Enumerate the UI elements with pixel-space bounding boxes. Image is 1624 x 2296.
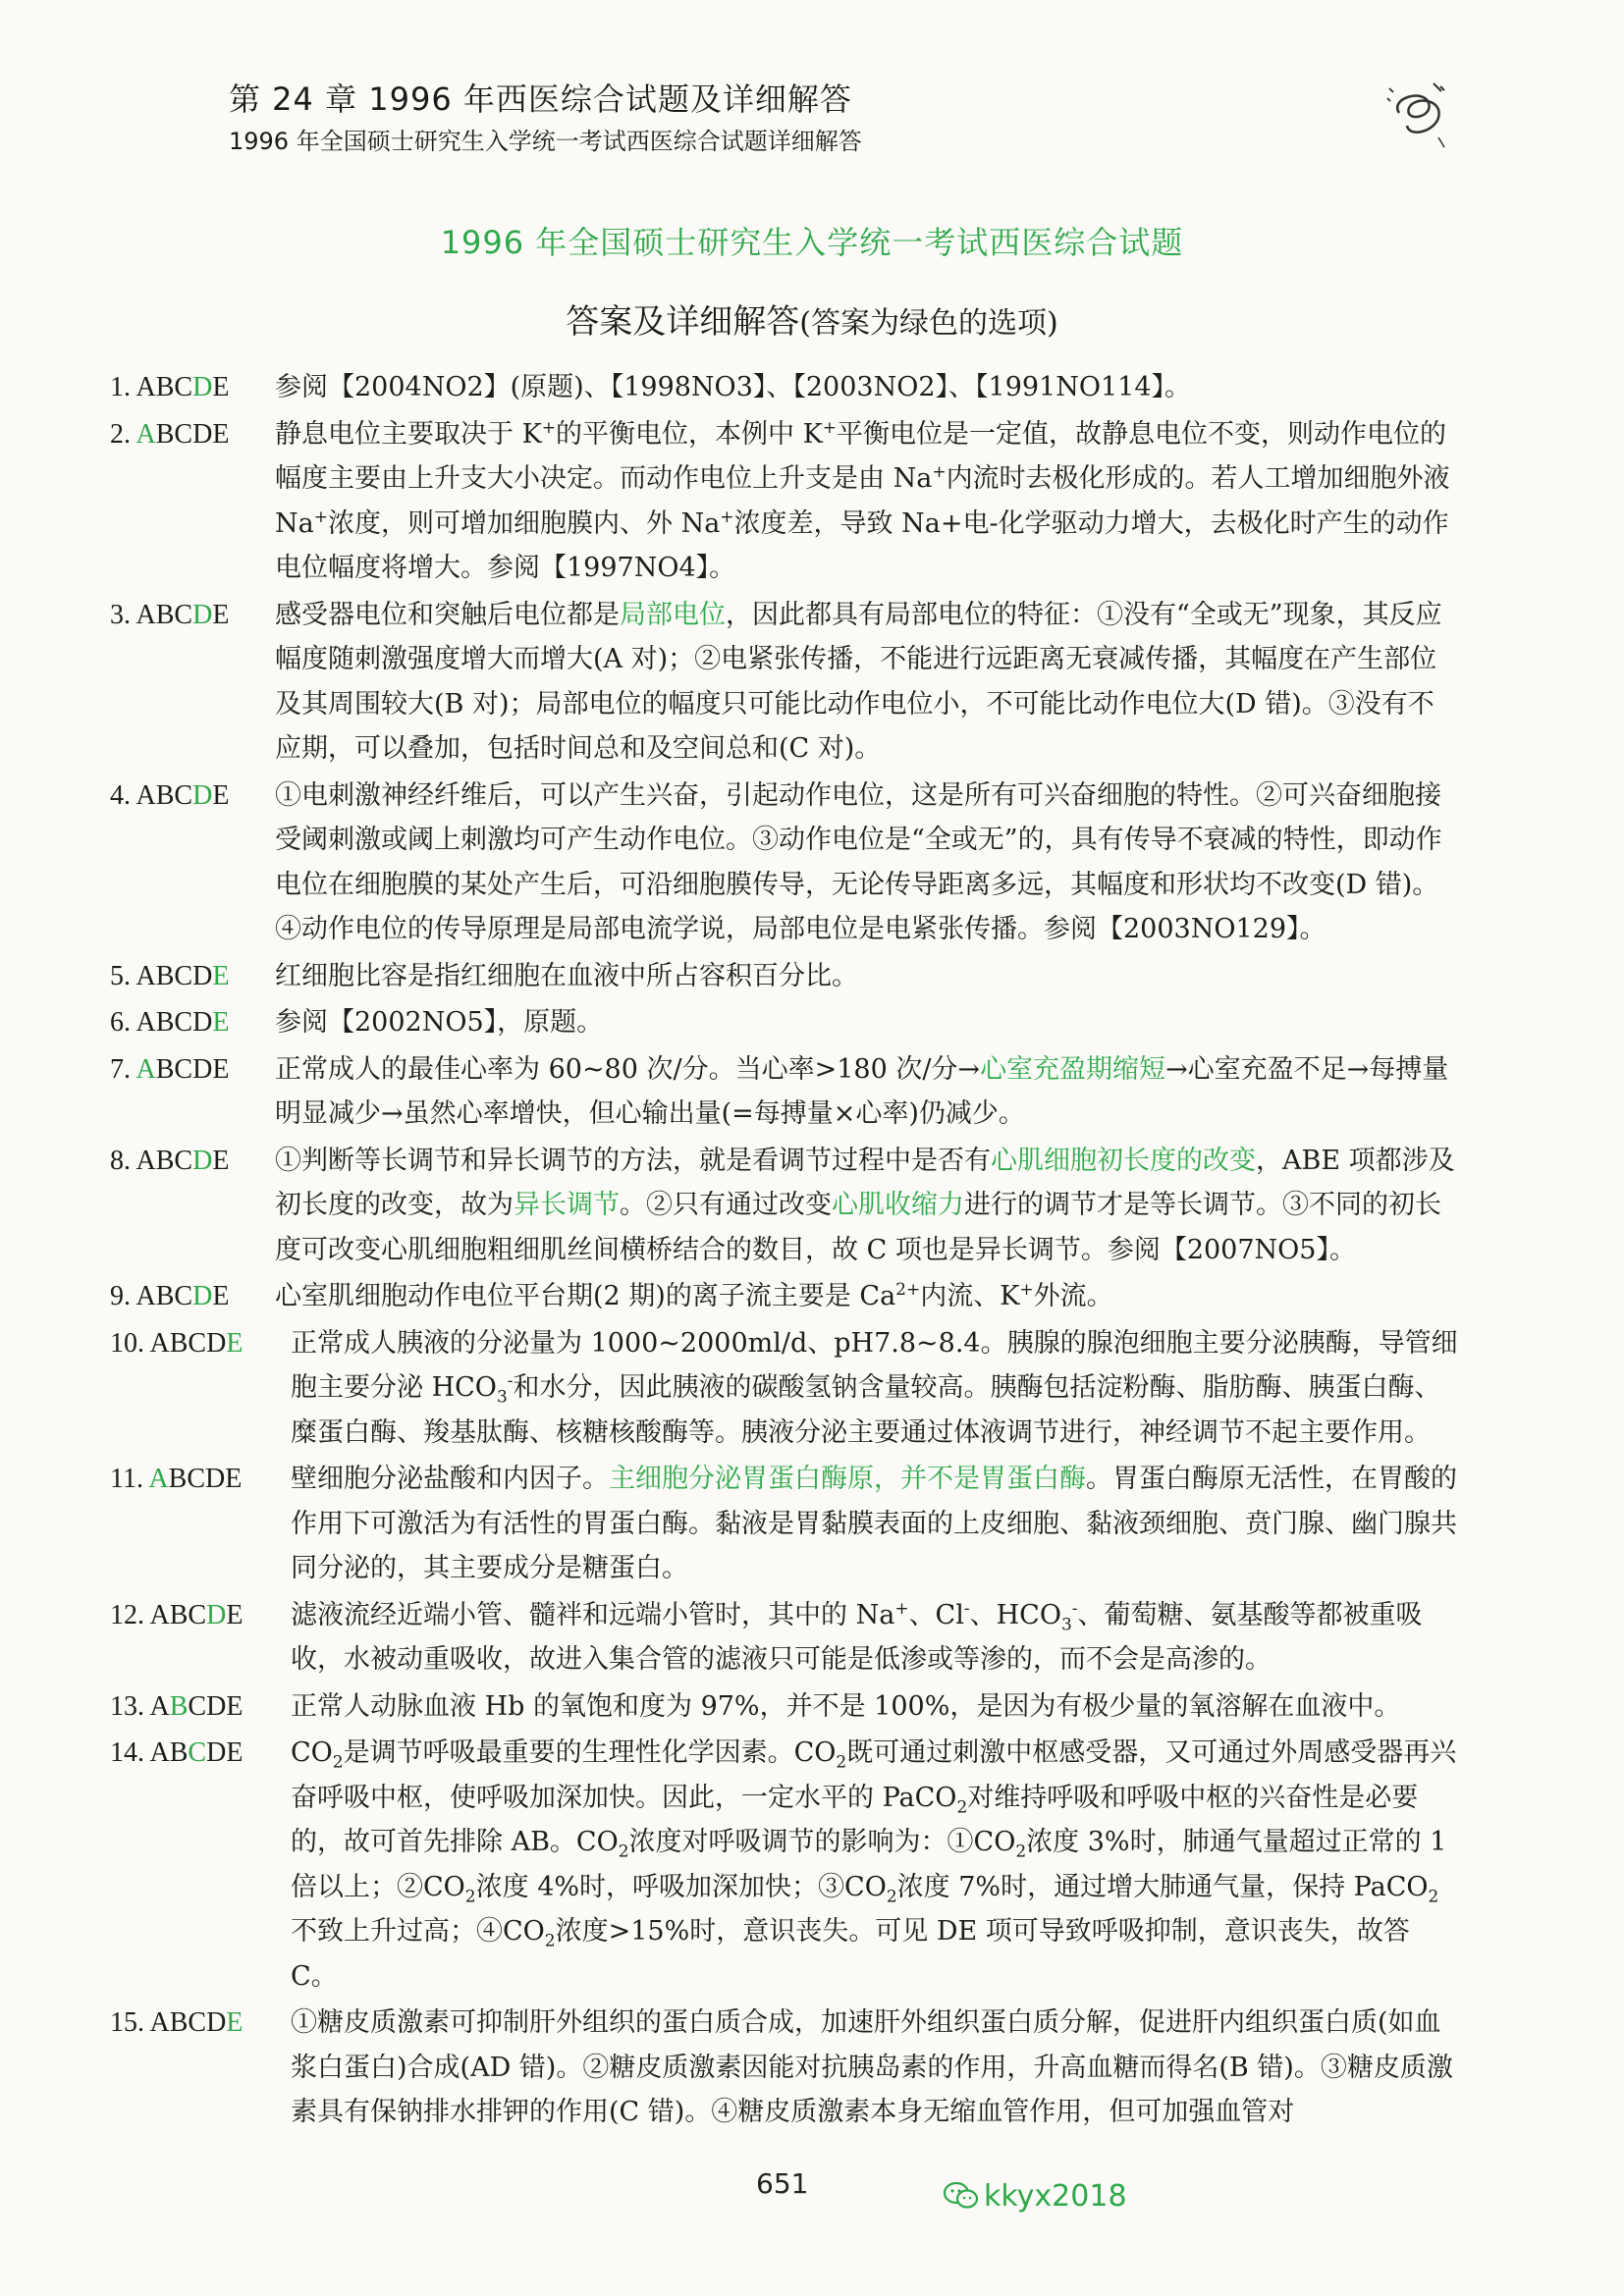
explanation-text	[275, 1146, 1455, 1265]
question-number: 2.	[110, 418, 136, 450]
answer-item	[110, 365, 1460, 410]
answer-section-title	[0, 294, 1624, 343]
option-letter: C	[174, 1053, 193, 1085]
option-letter: A	[149, 1327, 170, 1359]
answer-options	[149, 1737, 243, 1768]
option-letter: D	[192, 599, 213, 630]
option-letter: C	[174, 1007, 193, 1038]
text-segment: 3	[1060, 1614, 1072, 1634]
answer-options	[148, 1464, 242, 1494]
text-segment: +	[932, 462, 947, 482]
text-segment: +	[940, 507, 963, 539]
text-segment: -	[963, 1598, 970, 1619]
answer-options	[135, 372, 229, 402]
answer-options	[135, 600, 229, 630]
question-number: 6.	[110, 1007, 136, 1038]
option-letter: E	[212, 1281, 230, 1311]
text-segment: 、HCO	[969, 1599, 1061, 1630]
item-number	[110, 1047, 275, 1093]
option-letter: E	[226, 1327, 244, 1359]
answer-title-main: 答案及详细解答	[566, 302, 800, 342]
text-segment: +	[822, 417, 838, 438]
text-segment: 不致上升过高；④CO	[291, 1916, 545, 1947]
text-segment: 浓度 7%时，通过增大肺通气量，保持 PaCO	[896, 1871, 1429, 1902]
explanation-text	[291, 1328, 1458, 1448]
option-letter: C	[174, 960, 193, 991]
option-letter: E	[212, 1007, 230, 1038]
explanation-text	[275, 419, 1450, 584]
item-number	[110, 412, 275, 457]
item-number	[110, 1274, 275, 1319]
answer-options	[135, 1281, 229, 1311]
option-letter: B	[155, 1053, 175, 1085]
item-number	[110, 1321, 275, 1366]
item-number	[110, 1593, 275, 1638]
option-letter: B	[155, 779, 175, 811]
answer-options	[149, 1600, 243, 1630]
option-letter: E	[212, 1053, 230, 1085]
text-segment: ①电刺激神经纤维后，可以产生兴奋，引起动作电位，这是所有可兴奋细胞的特性。②可兴奋细胞接受阈刺激或阈上刺激均可产生动作电位。③动作电位是“全或无”的，具有传导不衰减的特性，即动作电位在细胞膜的某处产生后，可沿细胞膜传导，无论传导距离多远，其幅度和形状均不改变(D 错)。④动作电位的传导原理是局部电流学说，局部电位是电紧张传播。参阅【2003NO129】。	[275, 779, 1442, 944]
option-letter: A	[135, 1145, 156, 1176]
text-segment: 平衡电位是一定值，故静息电位不变，则动作电位的幅度主要由上升支大小决定。而动作电位上升支是由 Na	[275, 418, 1447, 494]
option-letter: B	[169, 2007, 189, 2038]
option-letter: A	[135, 599, 156, 630]
text-segment: 2	[956, 1796, 968, 1817]
option-letter: E	[212, 372, 230, 402]
option-letter: D	[206, 1737, 227, 1768]
answer-item	[110, 593, 1460, 772]
text-segment: 。胃蛋白酶原无活性，在胃酸的作用下可激活为有活性的胃蛋白酶。黏液是胃黏膜表面的上皮细胞、黏液颈细胞、贲门腺、幽门腺共同分泌的，其主要成分是糖蛋白。	[291, 1464, 1457, 1583]
question-number: 11.	[110, 1464, 149, 1494]
item-number	[110, 1684, 275, 1730]
option-letter: D	[192, 1281, 213, 1311]
text-segment: +	[1019, 1280, 1034, 1300]
answer-item	[110, 1047, 1460, 1137]
text-segment: 和水分，因此胰液的碳酸氢钠含量较高。胰酶包括淀粉酶、脂肪酶、胰蛋白酶、糜蛋白酶、羧基肽酶、核糖核酸酶等。胰液分泌主要通过体液调节进行，神经调节不起主要作用。	[291, 1372, 1441, 1448]
item-number	[110, 1457, 275, 1502]
option-letter: A	[149, 1737, 170, 1768]
item-number	[110, 1139, 275, 1184]
text-segment: 2+	[895, 1280, 921, 1300]
answer-item	[110, 1274, 1460, 1319]
answer-options	[135, 1007, 229, 1038]
option-letter: C	[188, 2007, 207, 2038]
option-letter: B	[155, 1007, 175, 1038]
text-segment: ①糖皮质激素可抑制肝外组织的蛋白质合成，加速肝外组织蛋白质分解，促进肝内组织蛋白质(如血浆白蛋白)合成(AD 错)。②糖皮质激素因能对抗胰岛素的作用，升高血糖而得名(B 错)。③糖皮质激素具有保钠排水排钾的作用(C 错)。④糖皮质激素本身无缩血管作用，但可加强血管对	[291, 2007, 1453, 2127]
option-letter: C	[174, 599, 193, 630]
explanation-text	[275, 961, 858, 991]
answer-item	[110, 1000, 1460, 1045]
option-letter: E	[226, 1690, 244, 1722]
explanation-text	[275, 780, 1442, 945]
item-number	[110, 593, 275, 638]
option-letter: A	[149, 1690, 170, 1722]
option-letter: D	[206, 1327, 227, 1359]
question-number: 12.	[110, 1599, 150, 1630]
question-number: 15.	[110, 2007, 150, 2038]
answer-item	[110, 1731, 1460, 1999]
highlighted-term: 心肌细胞初长度的改变	[991, 1145, 1256, 1176]
option-letter: D	[192, 418, 213, 450]
option-letter: D	[192, 1145, 213, 1176]
text-segment: 内流、K	[920, 1281, 1020, 1311]
option-letter: E	[226, 1737, 244, 1768]
option-letter: C	[174, 1281, 193, 1311]
text-segment: 2	[1015, 1842, 1027, 1862]
option-letter: E	[225, 1464, 243, 1494]
option-letter: B	[155, 960, 175, 991]
highlighted-term: 主细胞分泌胃蛋白酶原，并不是胃蛋白酶	[609, 1464, 1086, 1494]
explanation-text	[291, 1464, 1457, 1583]
text-segment: ①判断等长调节和异长调节的方法，就是看调节过程中是否有	[275, 1145, 991, 1176]
option-letter: A	[135, 1007, 156, 1038]
option-letter: A	[149, 2007, 170, 2038]
option-letter: D	[206, 1599, 227, 1630]
answer-item	[110, 1139, 1460, 1273]
question-number: 14.	[110, 1737, 150, 1768]
option-letter: B	[169, 1327, 189, 1359]
explanation-text	[291, 1691, 1400, 1722]
text-segment: ，因此都具有局部电位的特征：①没有“全或无”现象，其反应幅度随刺激强度增大而增大(A 对)；②电紧张传播，不能进行远距离无衰减传播，其幅度在产生部位及其周围较大(B 对)；局部电位的幅度只可能比动作电位小，不可能比动作电位大(D 错)。③没有不应期，可以叠加，包括时间总和及空间总和(C 对)。	[275, 599, 1442, 764]
text-segment: 参阅【2002NO5】，原题。	[275, 1007, 604, 1038]
text-segment: 心室肌细胞动作电位平台期(2 期)的离子流主要是 Ca	[275, 1281, 896, 1311]
page-number: 651	[756, 2167, 809, 2200]
option-letter: E	[212, 418, 230, 450]
option-letter: B	[169, 1690, 189, 1722]
text-segment: 浓度差，导致 Na	[733, 507, 941, 539]
option-letter: B	[168, 1464, 188, 1494]
wechat-icon	[943, 2180, 980, 2212]
text-segment: 。②只有通过改变	[620, 1190, 832, 1220]
text-segment: 浓度，则可增加细胞膜内、外 Na	[327, 507, 721, 539]
text-segment: 正常成人胰液的分泌量为 1000~2000ml/d、pH7.8~8.4。胰腺的腺泡细胞主要分泌胰酶，导管细胞主要分泌 HCO	[291, 1327, 1458, 1403]
option-letter: E	[212, 960, 230, 991]
answer-item	[110, 774, 1460, 952]
text-segment: 对维持呼吸和呼吸中枢的兴奋性是必要的，故可首先排除 AB。CO	[291, 1782, 1419, 1857]
option-letter: D	[192, 960, 213, 991]
option-letter: B	[155, 418, 175, 450]
text-segment: 正常人动脉血液 Hb 的氧饱和度为 97%，并不是 100%，是因为有极少量的氧溶解在血液中。	[291, 1690, 1401, 1722]
answer-options	[135, 1054, 229, 1085]
question-number: 9.	[110, 1281, 136, 1311]
answer-options	[149, 1691, 243, 1722]
answer-item	[110, 1684, 1460, 1730]
option-letter: B	[169, 1599, 189, 1630]
option-letter: A	[149, 1599, 170, 1630]
option-letter: C	[174, 418, 193, 450]
text-segment: 既可通过刺激中枢感受器，又可通过外周感受器再兴奋呼吸中枢，使呼吸加深加快。因此，一定水平的 PaCO	[291, 1737, 1457, 1813]
option-letter: D	[192, 779, 213, 811]
text-segment: 2	[544, 1931, 556, 1951]
handwritten-scribble	[1380, 69, 1458, 157]
highlighted-term: 心室充盈期缩短	[980, 1053, 1166, 1085]
option-letter: D	[192, 1007, 213, 1038]
question-number: 7.	[110, 1053, 136, 1085]
option-letter: C	[174, 372, 193, 402]
text-segment: 感受器电位和突触后电位都是	[275, 599, 620, 630]
option-letter: E	[226, 2007, 244, 2038]
answer-list	[110, 365, 1460, 2137]
answer-options	[149, 1328, 243, 1359]
item-number	[110, 954, 275, 999]
option-letter: B	[169, 1737, 189, 1768]
option-letter: C	[187, 1464, 206, 1494]
question-number: 10.	[110, 1327, 150, 1359]
text-segment: 2	[464, 1886, 476, 1906]
explanation-text	[275, 600, 1442, 765]
option-letter: D	[206, 2007, 227, 2038]
question-number: 3.	[110, 599, 136, 630]
text-segment: 浓度对呼吸调节的影响为：①CO	[628, 1827, 1016, 1857]
text-segment: 是调节呼吸最重要的生理性化学因素。CO	[343, 1737, 837, 1768]
explanation-text	[275, 1007, 603, 1038]
answer-options	[135, 419, 229, 450]
text-segment: 电-化学驱动力增大，去极化时产生的动作电位幅度将增大。参阅【1997NO4】。	[275, 507, 1449, 583]
question-number: 13.	[110, 1690, 150, 1722]
explanation-text	[275, 1054, 1448, 1130]
text-segment: 外流。	[1033, 1281, 1113, 1311]
text-segment: 、Cl	[908, 1599, 964, 1630]
text-segment: 3	[496, 1387, 508, 1408]
answer-item	[110, 2001, 1460, 2135]
question-number: 1.	[110, 372, 136, 402]
explanation-text	[275, 372, 1191, 402]
option-letter: D	[192, 1053, 213, 1085]
highlighted-term: 心肌收缩力	[832, 1190, 964, 1220]
option-letter: C	[188, 1737, 207, 1768]
watermark	[943, 2179, 1127, 2214]
text-segment: 2	[886, 1886, 897, 1906]
text-segment: 静息电位主要取决于 K	[275, 418, 542, 450]
chapter-header: 第 24 章 1996 年西医综合试题及详细解答	[229, 80, 852, 118]
option-letter: A	[148, 1464, 169, 1494]
answer-options	[149, 2007, 243, 2038]
item-number	[110, 1000, 275, 1045]
text-segment: 红细胞比容是指红细胞在血液中所占容积百分比。	[275, 960, 858, 991]
option-letter: A	[135, 418, 156, 450]
text-segment: 滤液流经近端小管、髓袢和远端小管时，其中的 Na	[291, 1599, 895, 1630]
text-segment: 2	[836, 1752, 847, 1773]
text-segment: 2	[332, 1752, 344, 1773]
text-segment: 正常成人的最佳心率为 60~80 次/分。当心率>180 次/分→	[275, 1053, 981, 1085]
answer-options	[135, 780, 229, 811]
text-segment: 内流时去极化形成的。若人工增加细胞外液 Na	[275, 463, 1450, 539]
option-letter: E	[212, 599, 230, 630]
answer-item	[110, 1321, 1460, 1456]
explanation-text	[291, 2007, 1453, 2127]
option-letter: A	[135, 1053, 156, 1085]
option-letter: A	[135, 372, 156, 402]
text-segment: →心室充盈不足→每搏量明显减少→虽然心率增快，但心输出量(=每搏量×心率)仍减少。	[275, 1053, 1449, 1129]
text-segment: 浓度>15%时，意识丧失。可见 DE 项可导致呼吸抑制，意识丧失，故答 C。	[291, 1916, 1410, 1992]
option-letter: A	[135, 960, 156, 991]
option-letter: B	[155, 372, 175, 402]
explanation-text	[275, 1281, 1113, 1311]
text-segment: 参阅【2004NO2】(原题)、【1998NO3】、【2003NO2】、【1991NO114】。	[275, 372, 1192, 402]
option-letter: D	[192, 372, 213, 402]
explanation-text	[291, 1737, 1456, 1992]
text-segment: +	[541, 417, 557, 438]
answer-item	[110, 1457, 1460, 1591]
option-letter: C	[188, 1690, 207, 1722]
option-letter: A	[135, 779, 156, 811]
option-letter: C	[174, 779, 193, 811]
watermark-text: kkyx2018	[984, 2179, 1127, 2214]
answer-options	[135, 1146, 229, 1176]
option-letter: D	[206, 1690, 227, 1722]
text-segment: +	[720, 507, 734, 527]
text-segment: 、葡萄糖、氨基酸等都被重吸收，水被动重吸收，故进入集合管的滤液只可能是低渗或等渗的，而不会是高渗的。	[291, 1599, 1423, 1675]
option-letter: B	[155, 1281, 175, 1311]
option-letter: C	[188, 1599, 207, 1630]
text-segment: 2	[618, 1842, 629, 1862]
text-segment: 浓度 4%时，呼吸加深加快；③CO	[475, 1871, 887, 1902]
item-number	[110, 1731, 275, 1776]
text-segment: +	[313, 507, 328, 527]
answer-title-note: (答案为绿色的选项)	[799, 306, 1058, 341]
option-letter: A	[135, 1281, 156, 1311]
option-letter: E	[212, 1145, 230, 1176]
item-number	[110, 2001, 275, 2046]
question-number: 8.	[110, 1145, 136, 1176]
text-segment: ，ABE 项都涉及初长度的改变，故为	[275, 1145, 1455, 1220]
highlighted-term: 局部电位	[620, 599, 726, 630]
question-number: 5.	[110, 960, 136, 991]
exam-title: 1996 年全国硕士研究生入学统一考试西医综合试题	[440, 224, 1184, 261]
text-segment: 浓度 3%时，肺通气量超过正常的 1 倍以上；②CO	[291, 1827, 1447, 1902]
option-letter: B	[155, 1145, 175, 1176]
text-segment: 2	[1428, 1886, 1439, 1906]
text-segment: -	[1071, 1598, 1078, 1619]
text-segment: 壁细胞分泌盐酸和内因子。	[291, 1464, 609, 1494]
text-segment: CO	[291, 1737, 333, 1768]
answer-item	[110, 412, 1460, 591]
text-segment: 进行的调节才是等长调节。③不同的初长度可改变心肌细胞粗细肌丝间横桥结合的数目，故 C 项也是异长调节。参阅【2007NO5】。	[275, 1190, 1441, 1265]
option-letter: E	[226, 1599, 244, 1630]
explanation-text	[291, 1600, 1423, 1676]
text-segment: -	[507, 1371, 514, 1391]
option-letter: C	[188, 1327, 207, 1359]
text-segment: +	[894, 1598, 909, 1619]
text-segment: 的平衡电位，本例中 K	[556, 418, 823, 450]
option-letter: C	[174, 1145, 193, 1176]
item-number	[110, 365, 275, 410]
item-number	[110, 774, 275, 819]
answer-item	[110, 954, 1460, 999]
question-number: 4.	[110, 779, 136, 811]
chapter-subtitle: 1996 年全国硕士研究生入学统一考试西医综合试题详细解答	[229, 128, 862, 155]
option-letter: B	[155, 599, 175, 630]
highlighted-term: 异长调节	[514, 1190, 620, 1220]
answer-options	[135, 961, 229, 991]
option-letter: D	[205, 1464, 226, 1494]
answer-item	[110, 1593, 1460, 1682]
option-letter: E	[212, 779, 230, 811]
